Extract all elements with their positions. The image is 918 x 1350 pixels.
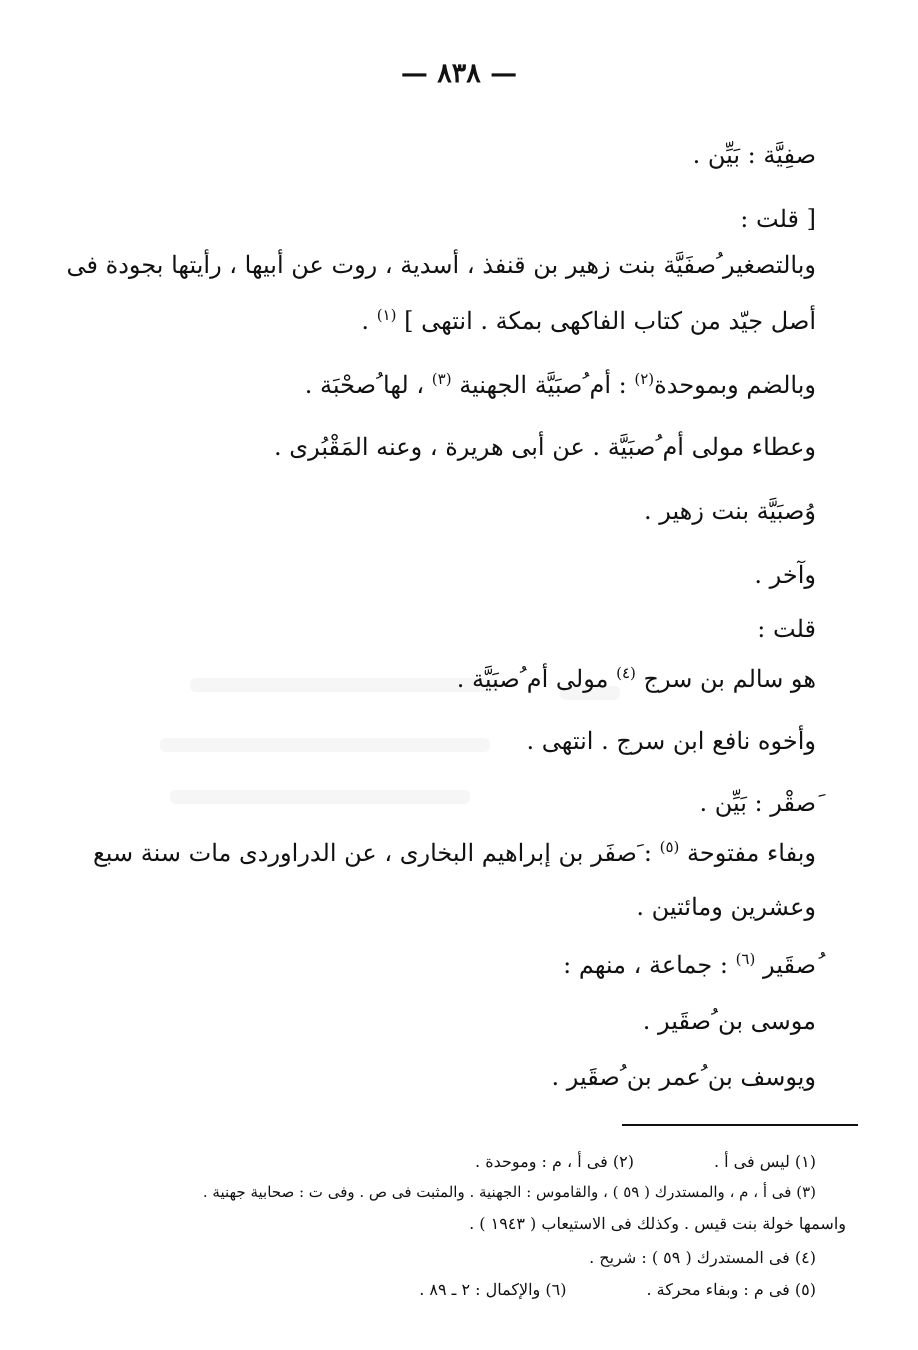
footnote-line — [90, 1180, 816, 1204]
body-text: أصل جيّد من كتاب الفاكهى بمكة . انتهى ] — [404, 307, 816, 335]
body-text: وبالتصغير ُصفَيَّة بنت زهير بن قنفذ ، أسدية ، روت عن أبيها ، رأيتها بجودة فى — [66, 251, 816, 279]
body-text: : أم ُصبَيَّة الجهنية — [459, 371, 627, 399]
footnote-line — [90, 1212, 846, 1236]
body-text: وُصبَيَّة بنت زهير . — [643, 497, 816, 525]
footnote-line — [90, 1150, 816, 1174]
body-text: هو سالم بن سرج — [643, 665, 816, 693]
footnote-separator — [622, 1124, 858, 1126]
body-line — [120, 612, 816, 646]
entry-line — [120, 948, 816, 982]
entry-line — [120, 138, 816, 172]
body-text: وعشرين ومائتين . — [636, 893, 816, 921]
footnote-line — [90, 1246, 816, 1270]
footnote-marker: (٤) — [616, 664, 636, 682]
footnote-marker: (١) — [376, 306, 397, 324]
entry-text: صفِيَّة : بَيِّن . — [692, 141, 816, 169]
body-line — [120, 662, 816, 696]
footnote-marker: (٢) — [634, 370, 655, 388]
body-text: وأخوه نافع ابن سرج . انتهى . — [526, 727, 816, 755]
body-line — [120, 430, 816, 464]
body-text: وبالضم وبموحدة — [654, 371, 816, 399]
body-line — [120, 304, 816, 338]
footnote-5: (٥) فى م : وبفاء محركة . — [646, 1280, 816, 1299]
footnote-marker: (٦) — [735, 950, 756, 968]
footnote-6: (٦) والإكمال : ٢ ـ ٨٩ . — [419, 1280, 567, 1299]
footnote-line — [90, 1278, 816, 1302]
body-text: : جماعة ، منهم : — [563, 951, 728, 979]
entry-text: َصقْر : بَيِّن . — [699, 789, 816, 817]
footnote-3: (٣) فى أ ، م ، والمستدرك ( ٥٩ ) ، والقاموس : الجهنية . والمثبت فى ص . وفى ت : صحابية جهنية . — [202, 1183, 816, 1201]
body-text: موسى بن ُصقَير . — [642, 1007, 816, 1035]
body-text: مولى أم ُصبَيَّة . — [456, 665, 609, 693]
body-line — [120, 890, 816, 924]
body-text: ، لها ُصحْبَة . — [304, 371, 425, 399]
body-text: قلت : — [757, 615, 816, 643]
footnote-1: (١) ليس فى أ . — [713, 1152, 816, 1171]
note-opening-line — [120, 202, 816, 236]
body-line — [120, 558, 816, 592]
body-text: . — [361, 307, 370, 335]
page-number: — ٨٣٨ — — [400, 58, 518, 89]
note-opening-text: [ قلت : — [740, 205, 816, 233]
body-line — [120, 1060, 816, 1094]
body-line — [120, 1004, 816, 1038]
footnote-marker: (٣) — [431, 370, 452, 388]
entry-text: ُصقَير — [762, 951, 816, 979]
footnote-marker: (٥) — [659, 838, 680, 856]
footnote-2: (٢) فى أ ، م : وموحدة . — [475, 1152, 634, 1171]
body-line — [93, 836, 816, 870]
entry-line — [120, 786, 816, 820]
body-line — [66, 248, 816, 282]
body-line — [120, 494, 816, 528]
body-line — [120, 368, 816, 402]
body-text: : َصفَر بن إبراهيم البخارى ، عن الدراوردى مات سنة سبع — [93, 839, 652, 867]
body-line — [120, 724, 816, 758]
body-text: ويوسف بن ُعمر بن ُصقَير . — [551, 1063, 816, 1091]
footnote-4: (٤) فى المستدرك ( ٥٩ ) : شريح . — [589, 1248, 816, 1267]
body-text: وآخر . — [754, 561, 816, 589]
body-text: وبفاء مفتوحة — [687, 839, 816, 867]
body-text: وعطاء مولى أم ُصبَيَّة . عن أبى هريرة ، وعنه المَقْبُرى . — [274, 433, 816, 461]
footnote-3-cont: واسمها خولة بنت قيس . وكذلك فى الاستيعاب ( ١٩٤٣ ) . — [469, 1214, 846, 1233]
